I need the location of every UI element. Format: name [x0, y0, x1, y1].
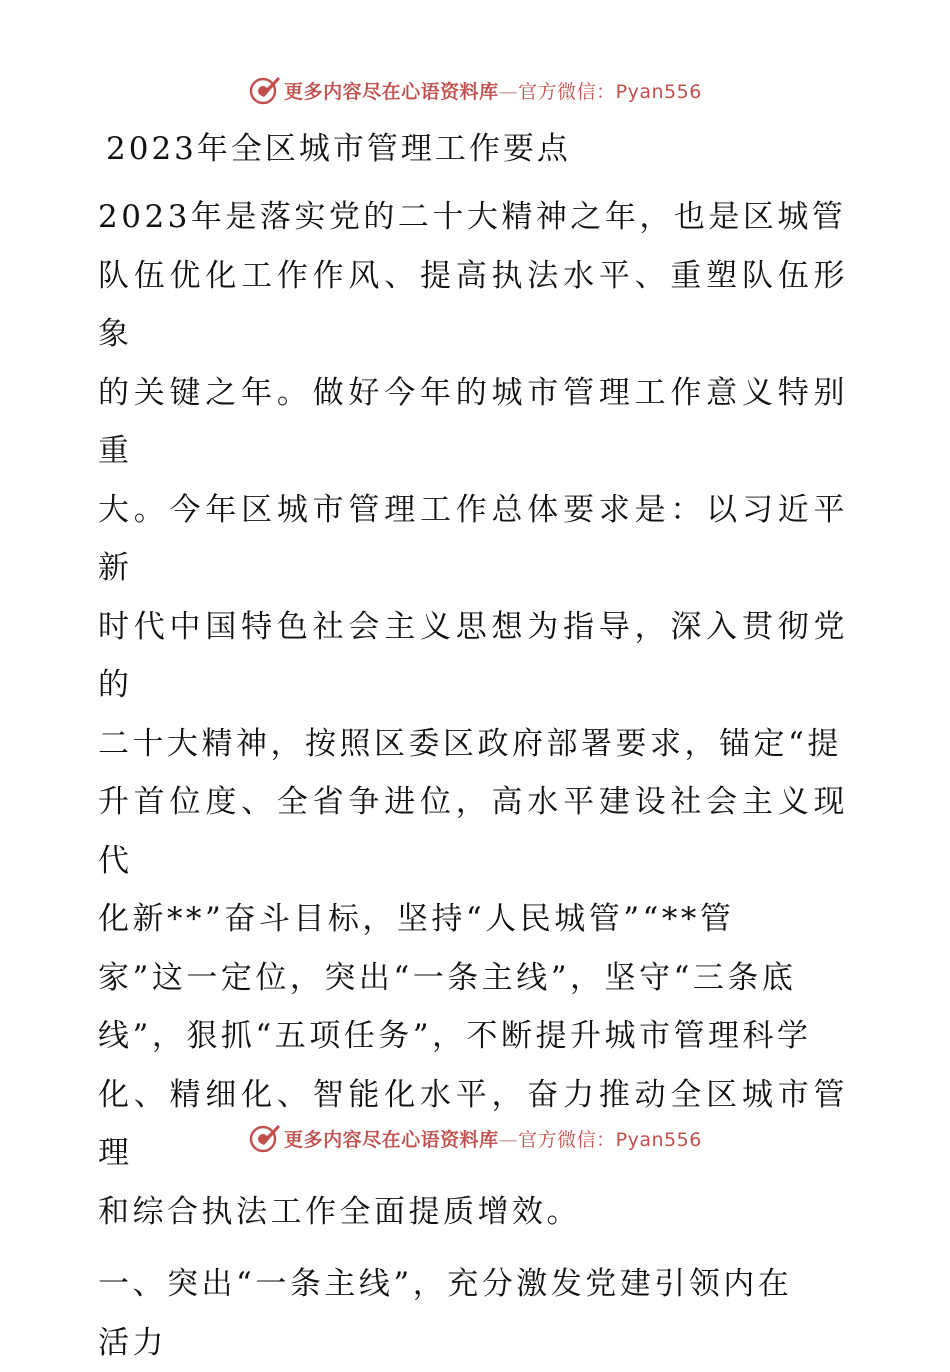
watermark-banner-bottom [0, 1118, 950, 1158]
paragraph-line: 队伍优化工作作风、提高执法水平、重塑队伍形象 [98, 247, 848, 364]
watermark-banner-top [0, 70, 950, 110]
intro-paragraph [98, 188, 848, 1241]
watermark-main-text: 更多内容尽在心语资料库 [284, 1129, 499, 1151]
document-title: 2023年全区城市管理工作要点 [106, 124, 848, 174]
document-body [98, 124, 848, 1372]
paragraph-line: 和综合执法工作全面提质增效。 [98, 1183, 848, 1242]
watermark-dash: — [499, 81, 519, 103]
quill-logo-icon [248, 73, 282, 107]
watermark-main-text: 更多内容尽在心语资料库 [284, 81, 499, 103]
paragraph-line: 家”这一定位，突出“一条主线”，坚守“三条底 [98, 949, 848, 1008]
paragraph-line: 大。今年区城市管理工作总体要求是：以习近平新 [98, 481, 848, 598]
paragraph-line: 时代中国特色社会主义思想为指导，深入贯彻党的 [98, 598, 848, 715]
paragraph-line: 升首位度、全省争进位，高水平建设社会主义现代 [98, 773, 848, 890]
watermark-contact-text: 官方微信：Pyan556 [518, 1129, 702, 1151]
section-heading-line: 活力 [98, 1314, 848, 1372]
section-heading-1 [98, 1255, 848, 1372]
paragraph-line: 化、精细化、智能化水平，奋力推动全区城市管理 [98, 1066, 848, 1183]
section-heading-line: 一、突出“一条主线”，充分激发党建引领内在 [98, 1255, 848, 1314]
paragraph-line: 的关键之年。做好今年的城市管理工作意义特别重 [98, 364, 848, 481]
paragraph-line: 化新**”奋斗目标，坚持“人民城管”“**管 [98, 890, 848, 949]
paragraph-line: 线”，狠抓“五项任务”，不断提升城市管理科学 [98, 1007, 848, 1066]
paragraph-line: 二十大精神，按照区委区政府部署要求，锚定“提 [98, 715, 848, 774]
watermark-contact-text: 官方微信：Pyan556 [518, 81, 702, 103]
watermark-dash: — [499, 1129, 519, 1151]
quill-logo-icon [248, 1121, 282, 1155]
paragraph-line: 2023年是落实党的二十大精神之年，也是区城管 [98, 188, 848, 247]
